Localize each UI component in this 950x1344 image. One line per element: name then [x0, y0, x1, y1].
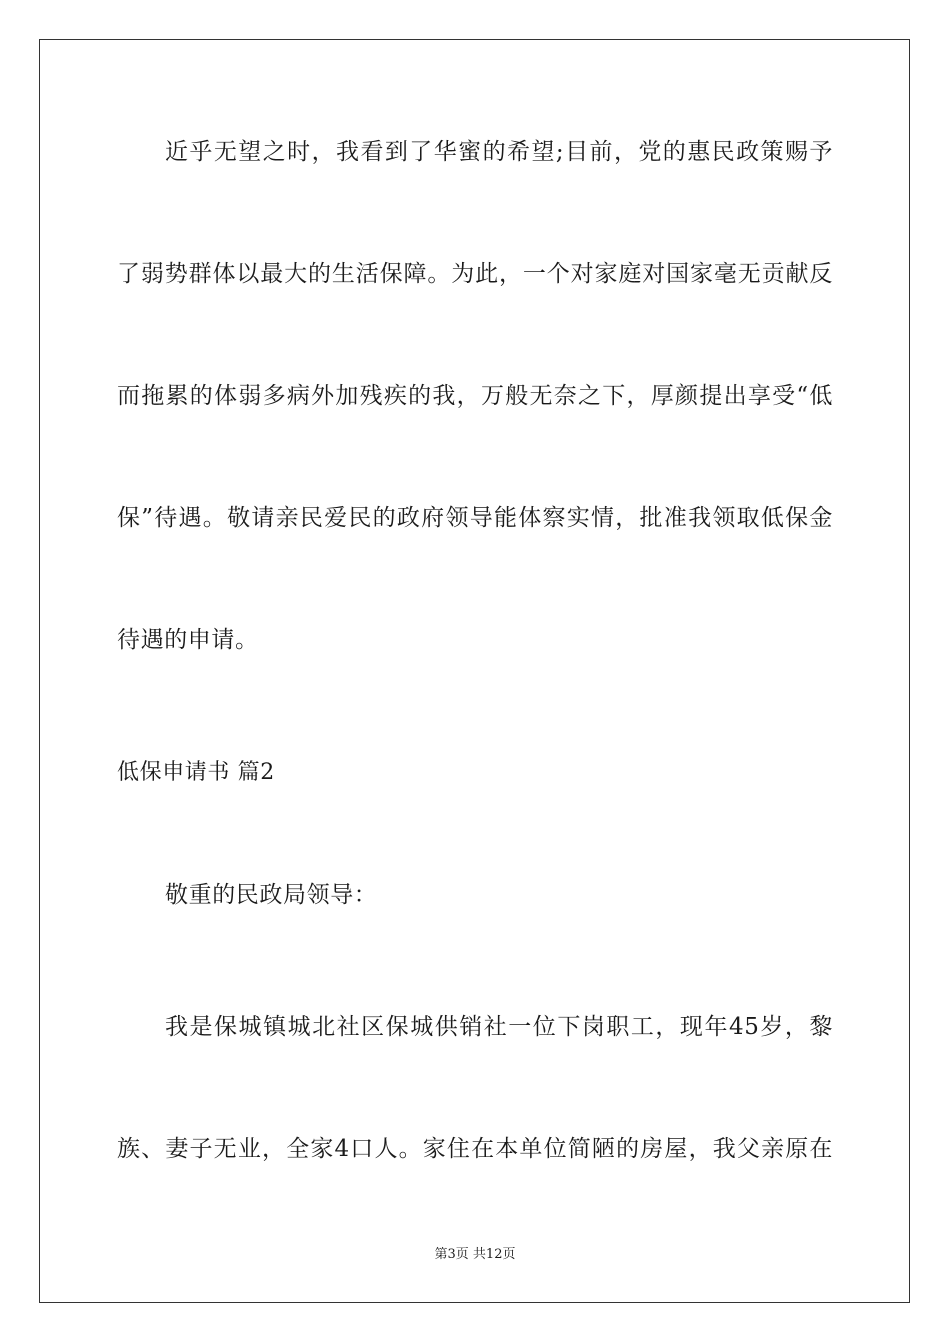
paragraph-line-3: 而拖累的体弱多病外加残疾的我，万般无奈之下，厚颜提出享受“低	[117, 383, 833, 409]
section-title: 低保申请书 篇2	[117, 760, 275, 785]
paragraph-line-2: 了弱势群体以最大的生活保障。为此，一个对家庭对国家毫无贡献反	[117, 261, 833, 287]
paragraph2-line-2: 族、妻子无业，全家4口人。家住在本单位简陋的房屋，我父亲原在	[117, 1136, 833, 1162]
page-frame	[39, 39, 910, 1303]
salutation: 敬重的民政局领导：	[165, 882, 378, 908]
paragraph-line-1: 近乎无望之时，我看到了华蜜的希望;目前，党的惠民政策赐予	[165, 139, 833, 165]
paragraph2-line-1: 我是保城镇城北社区保城供销社一位下岗职工，现年45岁，黎	[165, 1014, 833, 1040]
paragraph-line-4: 保”待遇。敬请亲民爱民的政府领导能体察实情，批准我领取低保金	[117, 505, 833, 531]
page-number-footer: 第3页 共12页	[434, 1247, 516, 1262]
paragraph-line-5: 待遇的申请。	[117, 627, 259, 653]
